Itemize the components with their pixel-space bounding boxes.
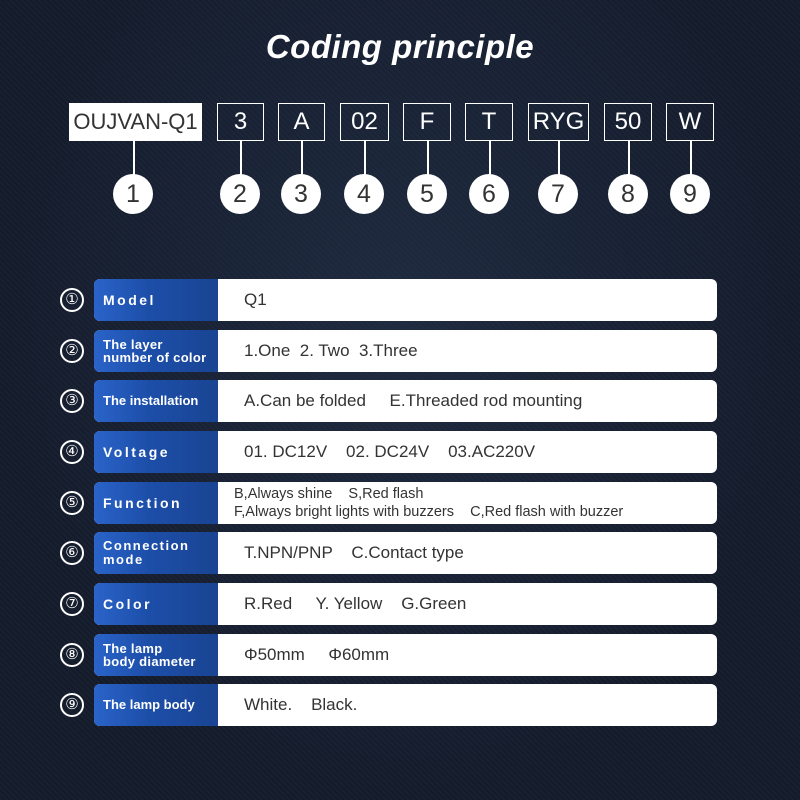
code-index-7: 7 — [538, 174, 578, 214]
row-value: T.NPN/PNP C.Contact type — [244, 543, 464, 562]
row-number: ⑦ — [60, 592, 84, 616]
row-bar — [94, 634, 717, 676]
row-bar — [94, 330, 717, 372]
code-segment-2: 3 — [217, 103, 264, 141]
row-bar — [94, 279, 717, 321]
page-title: Coding principle — [265, 28, 535, 65]
row-label-line-2: body diameter — [103, 654, 196, 669]
code-index-5: 5 — [407, 174, 447, 214]
spec-row-function — [60, 482, 720, 526]
row-label: Color — [94, 583, 218, 625]
spec-row-diameter — [60, 634, 720, 678]
row-value: A.Can be folded E.Threaded rod mounting — [244, 391, 583, 410]
connector-line-3 — [301, 141, 303, 177]
code-index-8: 8 — [608, 174, 648, 214]
row-number: ⑨ — [60, 693, 84, 717]
row-number: ③ — [60, 389, 84, 413]
code-segment-9: W — [666, 103, 714, 141]
row-label — [94, 330, 218, 372]
code-segment-4: 02 — [340, 103, 389, 141]
row-label: Voltage — [94, 431, 218, 473]
row-number: ① — [60, 288, 84, 312]
row-value — [234, 482, 707, 524]
row-bar — [94, 583, 717, 625]
connector-line-8 — [628, 141, 630, 177]
code-index-3: 3 — [281, 174, 321, 214]
code-segment-3: A — [278, 103, 325, 141]
row-label-line-1: The layer — [103, 337, 163, 352]
row-bar — [94, 684, 717, 726]
row-value: Φ50mm Φ60mm — [244, 645, 390, 664]
row-value: 01. DC12V 02. DC24V 03.AC220V — [244, 442, 536, 461]
code-index-4: 4 — [344, 174, 384, 214]
row-value: White. Black. — [244, 695, 358, 714]
row-value-line-2: F,Always bright lights with buzzers C,Red flash with buzzer — [234, 504, 624, 520]
row-label-line-2: mode — [103, 552, 144, 567]
code-index-1: 1 — [113, 174, 153, 214]
code-index-9: 9 — [670, 174, 710, 214]
connector-line-9 — [690, 141, 692, 177]
connector-line-7 — [558, 141, 560, 177]
spec-row-installation — [60, 380, 720, 424]
code-segment-7: RYG — [528, 103, 589, 141]
row-bar — [94, 380, 717, 422]
row-number: ② — [60, 339, 84, 363]
code-segment-8: 50 — [604, 103, 652, 141]
row-label: The lamp body — [94, 684, 218, 726]
code-index-2: 2 — [220, 174, 260, 214]
code-segment-5: F — [403, 103, 451, 141]
row-label-line-2: number of color — [103, 350, 207, 365]
spec-row-connection — [60, 532, 720, 576]
spec-row-lamp-body — [60, 684, 720, 728]
row-label — [94, 634, 218, 676]
row-number: ⑤ — [60, 491, 84, 515]
spec-row-layer — [60, 330, 720, 374]
row-label-line-1: Connection — [103, 538, 190, 553]
connector-line-5 — [427, 141, 429, 177]
row-number: ④ — [60, 440, 84, 464]
code-index-6: 6 — [469, 174, 509, 214]
row-label-line-1: The lamp — [103, 641, 163, 656]
connector-line-6 — [489, 141, 491, 177]
spec-row-voltage — [60, 431, 720, 475]
connector-line-4 — [364, 141, 366, 177]
row-label: Function — [94, 482, 218, 524]
row-number: ⑥ — [60, 541, 84, 565]
row-label: Model — [94, 279, 218, 321]
code-segment-1: OUJVAN-Q1 — [69, 103, 202, 141]
row-value: Q1 — [244, 290, 267, 309]
row-value-line-1: B,Always shine S,Red flash — [234, 486, 424, 502]
row-value: R.Red Y. Yellow G.Green — [244, 594, 467, 613]
row-value: 1.One 2. Two 3.Three — [244, 341, 418, 360]
code-segment-6: T — [465, 103, 513, 141]
spec-row-model — [60, 279, 720, 323]
spec-row-color — [60, 583, 720, 627]
connector-line-2 — [240, 141, 242, 177]
row-label — [94, 532, 218, 574]
row-bar — [94, 431, 717, 473]
row-number: ⑧ — [60, 643, 84, 667]
connector-line-1 — [133, 141, 135, 177]
row-bar — [94, 482, 717, 524]
row-bar — [94, 532, 717, 574]
row-label: The installation — [94, 380, 218, 422]
